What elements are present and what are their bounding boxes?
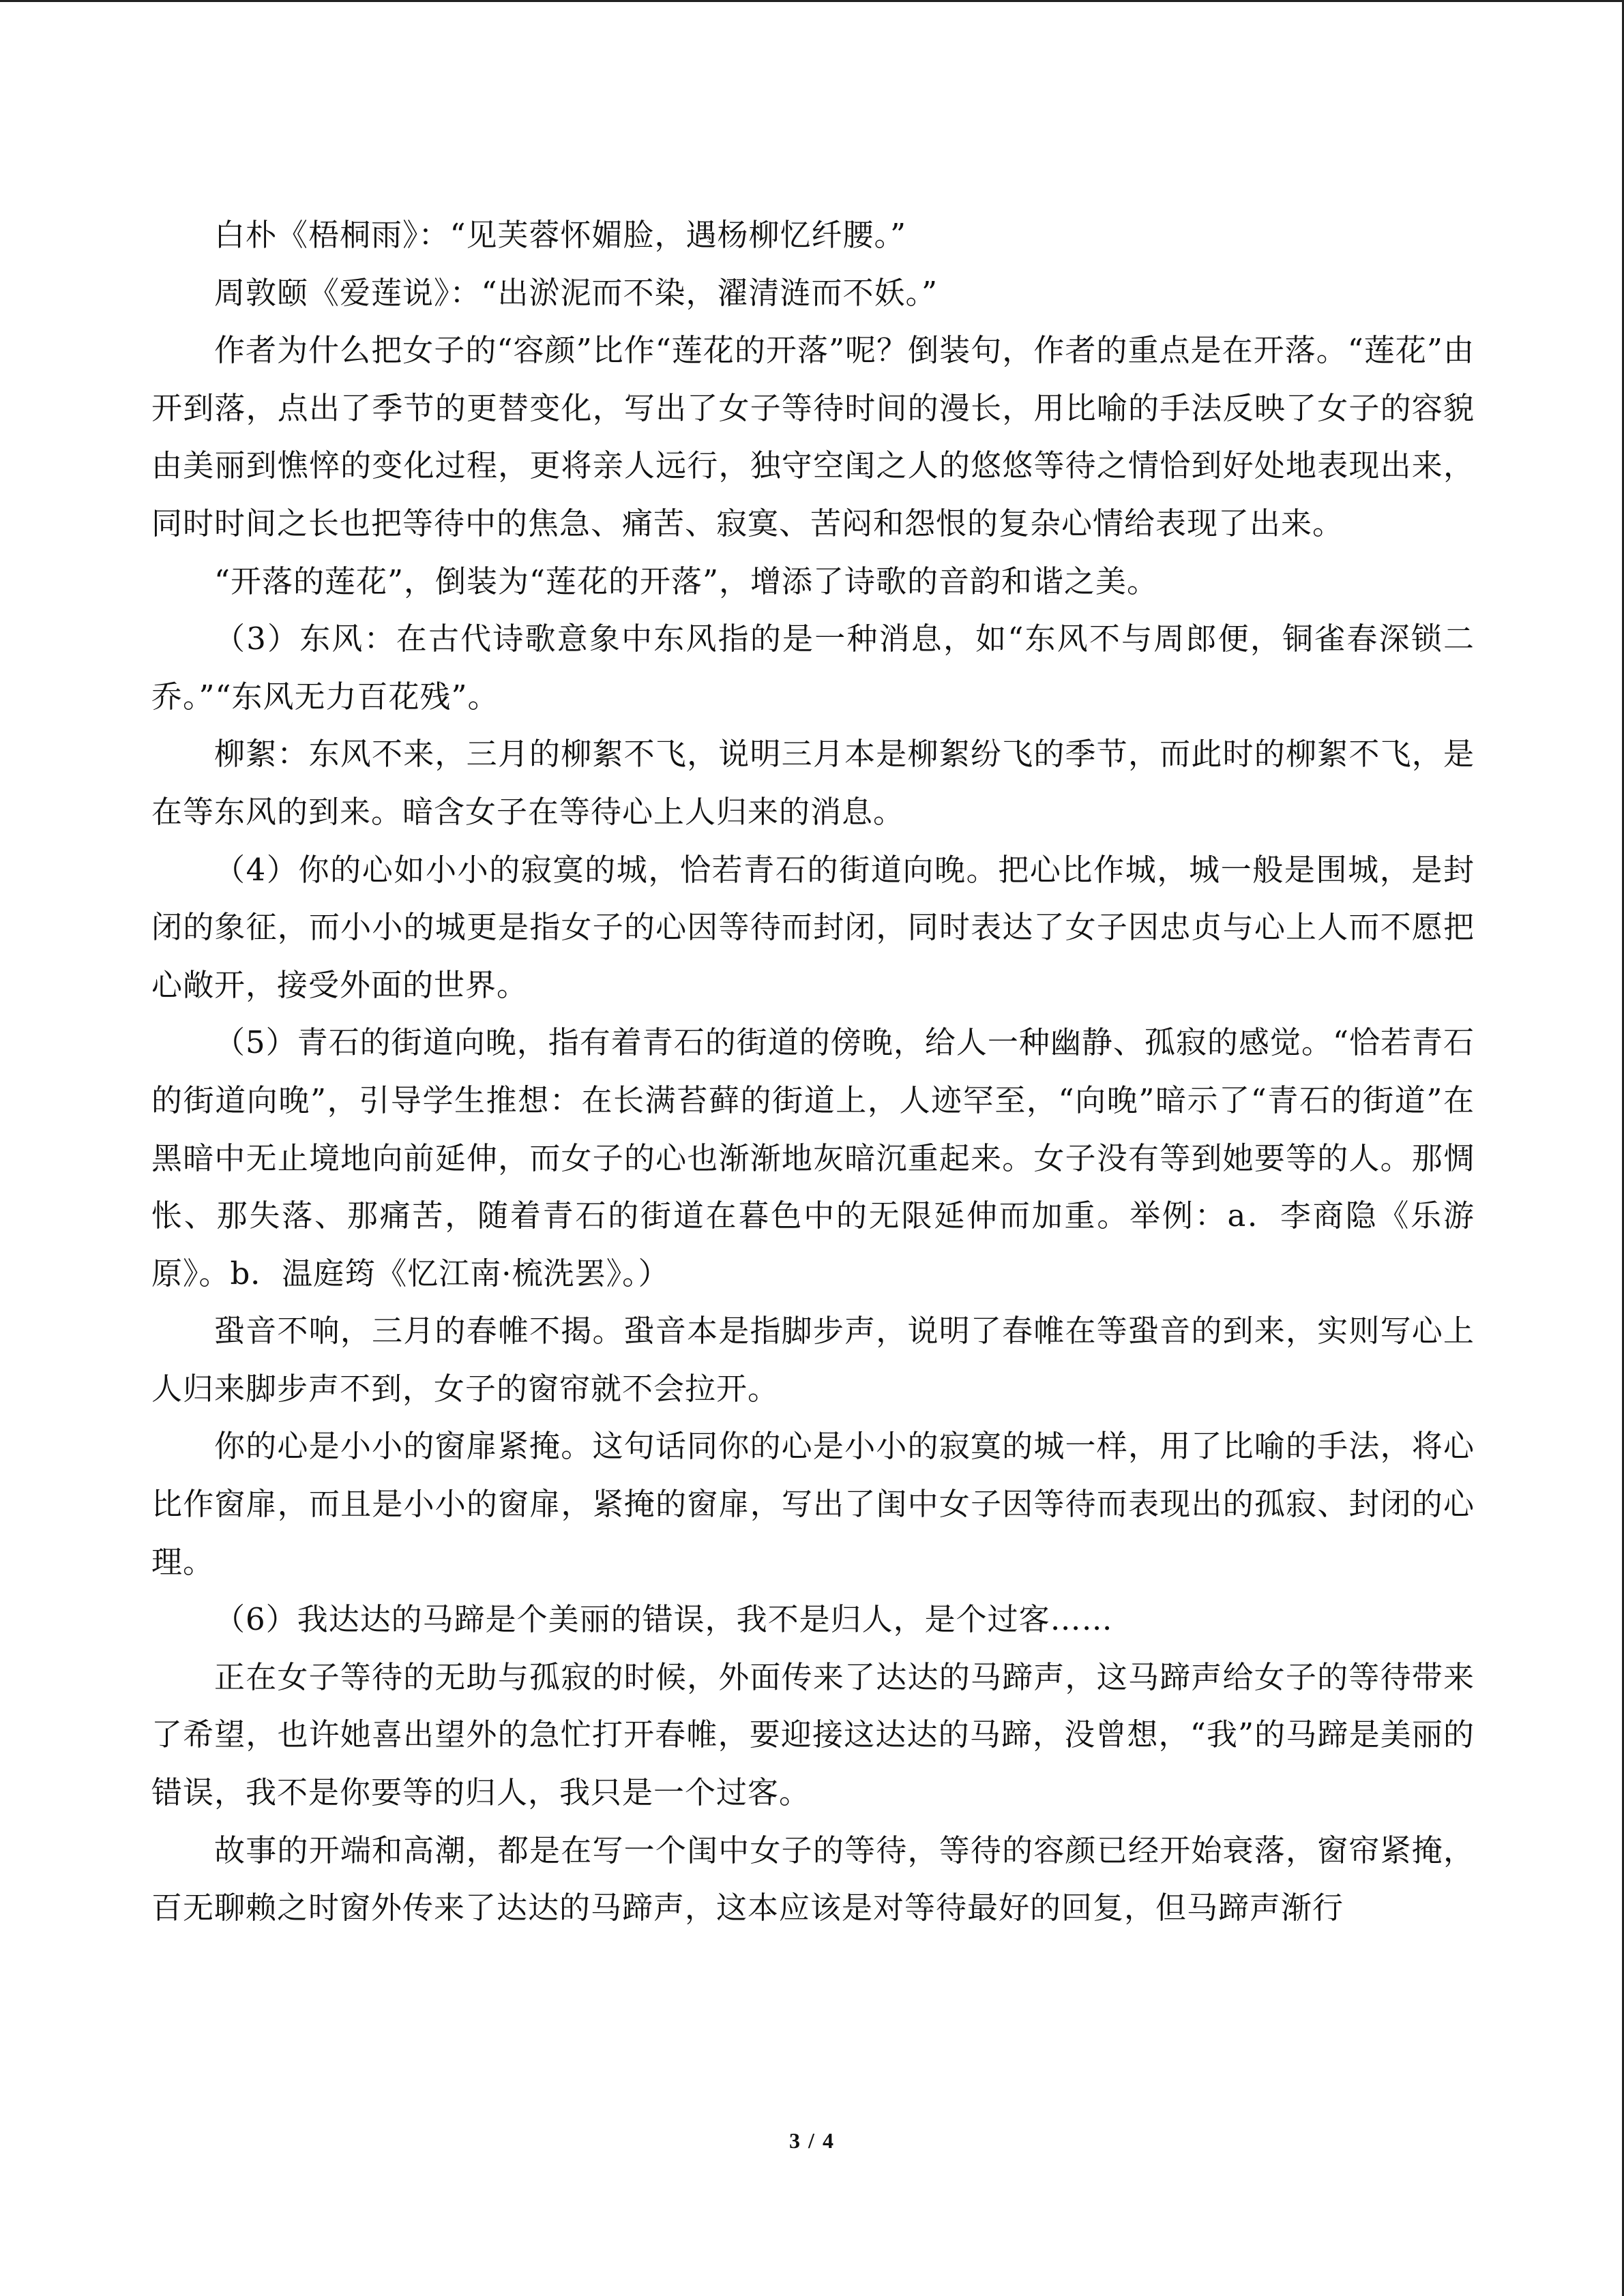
document-body xyxy=(151,207,1475,1937)
paragraph-hoof-analysis: 正在女子等待的无助与孤寂的时候，外面传来了达达的马蹄声，这马蹄声给女子的等待带来了希望，也许她喜出望外的急忙打开春帷，要迎接这达达的马蹄，没曾想，“我”的马蹄是美丽的错误，我不是你要等的归人，我只是一个过客。 xyxy=(151,1658,1475,1811)
paragraph-baipu-quote: 白朴《梧桐雨》：“见芙蓉怀媚脸，遇杨柳忆纤腰。” xyxy=(214,217,907,253)
paragraph-stone-street: （5）青石的街道向晚，指有着青石的街道的傍晚，给人一种幽静、孤寂的感觉。“恰若青石的街道向晚”，引导学生推想：在长满苔藓的街道上，人迹罕至，“向晚”暗示了“青石的街道”在黑暗中无止境地向前延伸，而女子的心也渐渐地灰暗沉重起来。女子没有等到她要等的人。那惆怅、那失落、那痛苦，随着青石的街道在暮色中的无限延伸而加重。举例：a．李商隐《乐游原》。b．温庭筠《忆江南·梳洗罢》。） xyxy=(151,1024,1475,1292)
paragraph-zhoudunyi-quote: 周敦颐《爱莲说》：“出淤泥而不染，濯清涟而不妖。” xyxy=(214,274,939,311)
paragraph-story-climax: 故事的开端和高潮，都是在写一个闺中女子的等待，等待的容颜已经开始衰落，窗帘紧掩，百无聊赖之时窗外传来了达达的马蹄声，这本应该是对等待最好的回复，但马蹄声渐行 xyxy=(151,1832,1475,1926)
paragraph-lotus-analysis: 作者为什么把女子的“容颜”比作“莲花的开落”呢？倒装句，作者的重点是在开落。“莲花”由开到落，点出了季节的更替变化，写出了女子等待时间的漫长，用比喻的手法反映了女子的容貌由美丽到憔悴的变化过程，更将亲人远行，独守空闺之人的悠悠等待之情恰到好处地表现出来，同时时间之长也把等待中的焦急、痛苦、寂寞、苦闷和怨恨的复杂心情给表现了出来。 xyxy=(151,332,1475,541)
paragraph-window: 你的心是小小的窗扉紧掩。这句话同你的心是小小的寂寞的城一样，用了比喻的手法，将心比作窗扉，而且是小小的窗扉，紧掩的窗扉，写出了闺中女子因等待而表现出的孤寂、封闭的心理。 xyxy=(151,1428,1475,1580)
paragraph-footsteps: 蛩音不响，三月的春帷不揭。蛩音本是指脚步声，说明了春帷在等蛩音的到来，实则写心上人归来脚步声不到，女子的窗帘就不会拉开。 xyxy=(151,1313,1475,1407)
paragraph-inversion-note: “开落的莲花”，倒装为“莲花的开落”，增添了诗歌的音韵和谐之美。 xyxy=(214,563,1159,599)
paragraph-lonely-city: （4）你的心如小小的寂寞的城，恰若青石的街道向晚。把心比作城，城一般是围城，是封闭的象征，而小小的城更是指女子的心因等待而封闭，同时表达了女子因忠贞与心上人而不愿把心敞开，接受外面的世界。 xyxy=(151,851,1475,1003)
paragraph-east-wind: （3）东风：在古代诗歌意象中东风指的是一种消息，如“东风不与周郎便，铜雀春深锁二乔。”“东风无力百花残”。 xyxy=(151,621,1475,715)
paragraph-horse-hooves: （6）我达达的马蹄是个美丽的错误，我不是归人，是个过客…… xyxy=(214,1601,1113,1638)
page-number: 3 / 4 xyxy=(789,2128,835,2153)
paragraph-willow-catkins: 柳絮：东风不来，三月的柳絮不飞，说明三月本是柳絮纷飞的季节，而此时的柳絮不飞，是在等东风的到来。暗含女子在等待心上人归来的消息。 xyxy=(151,736,1475,830)
